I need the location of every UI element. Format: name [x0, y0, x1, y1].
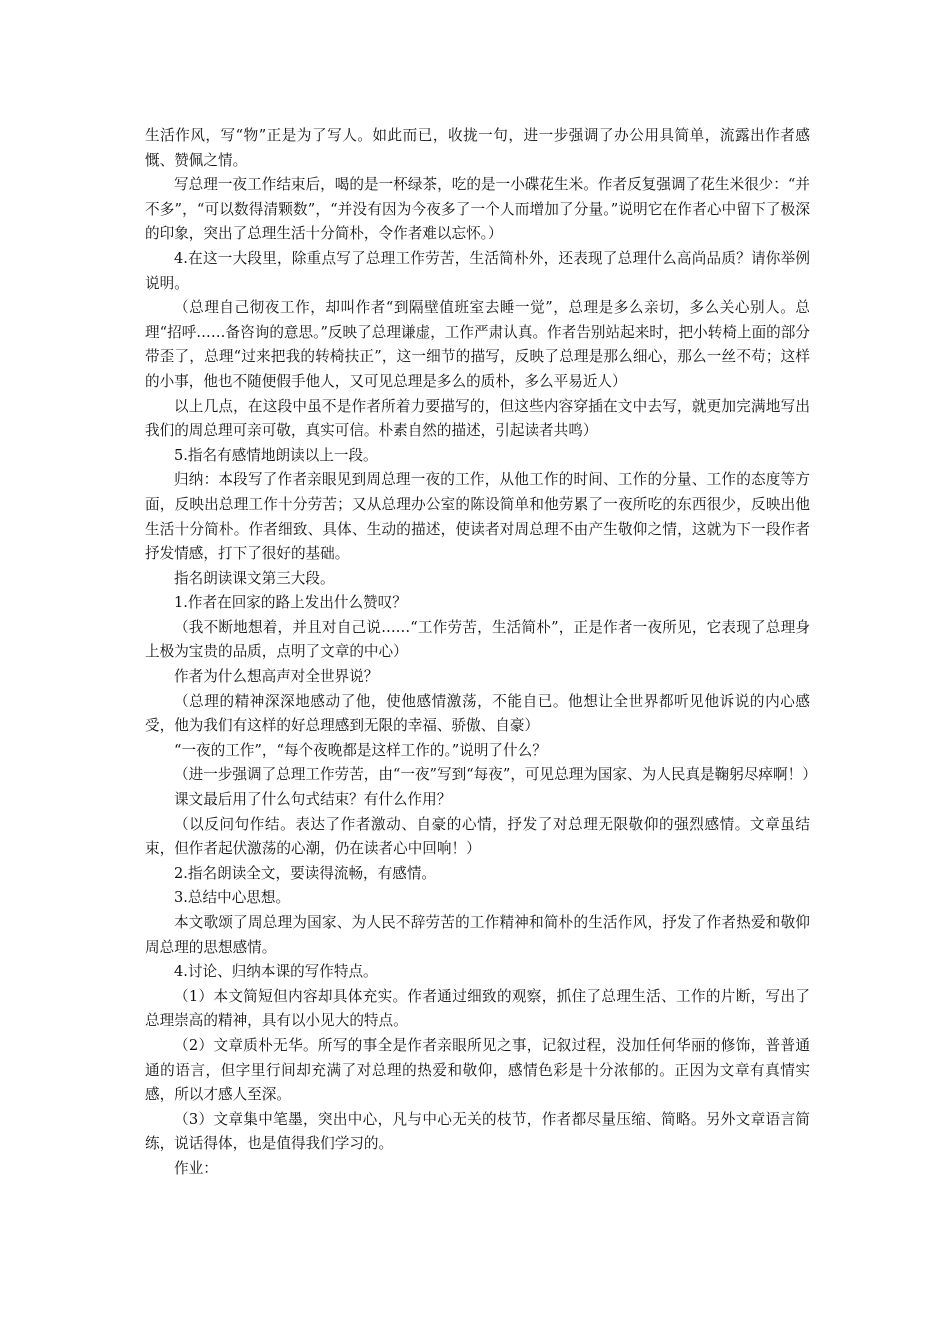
paragraph: 以上几点，在这段中虽不是作者所着力要描写的，但这些内容穿插在文中去写，就更加完满地写出我们的周总理可亲可敬，真实可信。朴素自然的描述，引起读者共鸣）	[145, 397, 810, 440]
paragraph: 生活作风，写“物”正是为了写人。如此而已，收拢一句，进一步强调了办公用具简单，流露出作者感慨、赞佩之情。	[145, 127, 810, 169]
paragraph: 课文最后用了什么句式结束？有什么作用？	[174, 791, 452, 809]
paragraph: 作者为什么想高声对全世界说？	[174, 668, 379, 686]
paragraph: （我不断地想着，并且对自己说……“工作劳苦，生活简朴”，正是作者一夜所见，它表现了总理身上极为宝贵的品质，点明了文章的中心）	[145, 618, 810, 661]
paragraph: （3）文章集中笔墨，突出中心，凡与中心无关的枝节，作者都尽量压缩、简略。另外文章语言简练，说话得体，也是值得我们学习的。	[145, 1110, 810, 1153]
paragraph: 作业：	[174, 1159, 218, 1177]
paragraph: （总理自己彻夜工作，却叫作者“到隔壁值班室去睡一觉”，总理是多么亲切，多么关心别人。总理“招呼……备咨询的意思。”反映了总理谦虚，工作严肃认真。作者告别站起来时，把小转椅上面的部分带歪了，总理“过来把我的转椅扶正”，这一细节的描写，反映了总理是那么细心，那么一丝不苟；这样的小事，他也不随便假手他人，又可见总理是多么的质朴，多么平易近人）	[145, 299, 810, 390]
paragraph: 归纳：本段写了作者亲眼见到周总理一夜的工作，从他工作的时间、工作的分量、工作的态度等方面，反映出总理工作十分劳苦；又从总理办公室的陈设简单和他劳累了一夜所吃的东西很少，反映出他生活十分简朴。作者细致、具体、生动的描述，使读者对周总理不由产生敬仰之情，这就为下一段作者抒发情感，打下了很好的基础。	[145, 471, 810, 563]
paragraph: 4.讨论、归纳本课的写作特点。	[174, 963, 378, 981]
paragraph: 4.在这一大段里，除重点写了总理工作劳苦，生活简朴外，还表现了总理什么高尚品质？请你举例说明。	[145, 249, 810, 292]
paragraph: 1.作者在回家的路上发出什么赞叹？	[174, 594, 407, 612]
paragraph: （进一步强调了总理工作劳苦，由“一夜”写到“每夜”，可见总理为国家、为人民真是鞠躬尽瘁啊！）	[174, 766, 817, 784]
paragraph: （以反问句作结。表达了作者激动、自豪的心情，抒发了对总理无限敬仰的强烈感情。文章虽结束，但作者起伏激荡的心潮，仍在读者心中回响！）	[145, 815, 810, 858]
paragraph: 3.总结中心思想。	[174, 889, 291, 907]
paragraph: （总理的精神深深地感动了他，使他感情激荡，不能自已。他想让全世界都听见他诉说的内心感受，他为我们有这样的好总理感到无限的幸福、骄傲、自豪）	[145, 692, 810, 735]
paragraph: 本文歌颂了周总理为国家、为人民不辞劳苦的工作精神和简朴的生活作风，抒发了作者热爱和敬仰周总理的思想感情。	[145, 914, 810, 956]
paragraph: 5.指名有感情地朗读以上一段。	[174, 446, 378, 464]
paragraph: 指名朗读课文第三大段。	[174, 569, 335, 587]
document-page	[145, 124, 817, 1182]
paragraph: 写总理一夜工作结束后，喝的是一杯绿茶，吃的是一小碟花生米。作者反复强调了花生米很少：“并不多”，“可以数得清颗数”，“并没有因为今夜多了一个人而增加了分量。”说明它在作者心中留下了极深的印象，突出了总理生活十分简朴，令作者难以忘怀。）	[145, 176, 810, 243]
paragraph: （1）本文简短但内容却具体充实。作者通过细致的观察，抓住了总理生活、工作的片断，写出了总理崇高的精神，具有以小见大的特点。	[145, 987, 810, 1030]
paragraph: “一夜的工作”，“每个夜晚都是这样工作的。”说明了什么？	[174, 741, 547, 759]
paragraph: （2）文章质朴无华。所写的事全是作者亲眼所见之事，记叙过程，没加任何华丽的修饰，普普通通的语言，但字里行间却充满了对总理的热爱和敬仰，感情色彩是十分浓郁的。正因为文章有真情实感，所以才感人至深。	[145, 1036, 810, 1104]
paragraph: 2.指名朗读全文，要读得流畅，有感情。	[174, 864, 437, 882]
